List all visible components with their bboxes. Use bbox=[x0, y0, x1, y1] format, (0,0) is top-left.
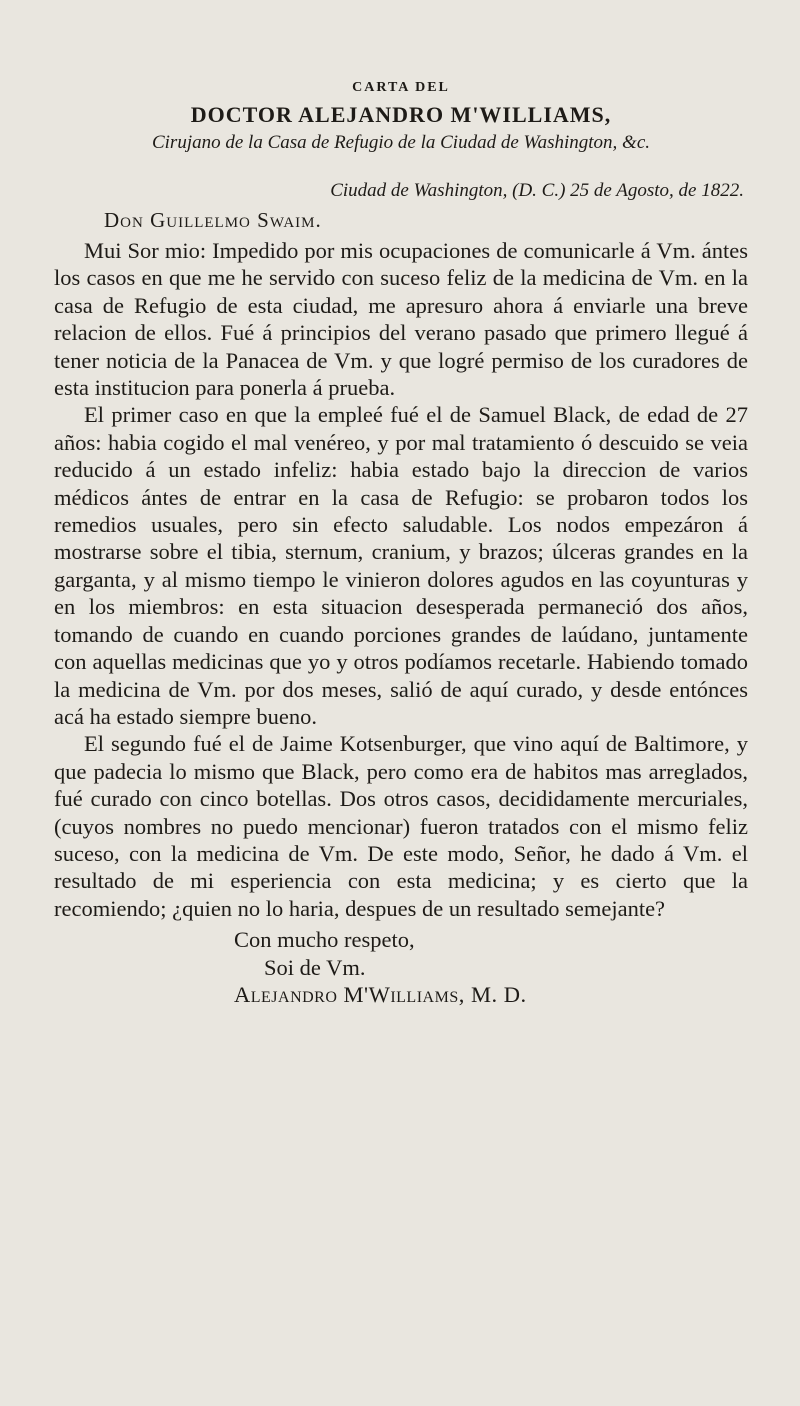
paragraph-3: El segundo fué el de Jaime Kotsenburger, que vino aquí de Baltimore, y que padecia lo mismo que Black, pero como era de habitos mas arreglados, fué curado con cinco botellas. Dos otros casos, decididamente mercuriales, (cuyos nombres no puedo mencionar) fueron tratados con el mismo feliz suceso, con la medicina de Vm. De este modo, Señor, he dado á Vm. el resultado de mi esperiencia con esta medicina; y es cierto que la recomiendo; ¿quien no lo haria, despues de un resultado semejante? bbox=[54, 731, 748, 921]
closing bbox=[54, 926, 748, 1008]
paragraph-2: El primer caso en que la empleé fué el de Samuel Black, de edad de 27 años: habia cogido el mal venéreo, y por mal tratamiento ó descuido se veia reducido á un estado infeliz: habia estado bajo la direccion de varios médicos ántes de entrar en la casa de Refugio: se probaron todos los remedios usuales, pero sin efecto saludable. Los nodos empezáron á mostrarse sobre el tibia, sternum, cranium, y brazos; úlceras grandes en la garganta, y al mismo tiempo le vinieron dolores agudos en las coyunturas y en los miembros: en esta situacion desesperada permaneció dos años, tomando de cuando en cuando porciones grandes de laúdano, juntamente con aquellas medicinas que yo y otros podíamos recetarle. Habiendo tomado la medicina de Vm. por dos meses, salió de aquí curado, y desde entónces acá ha estado siempre bueno. bbox=[54, 402, 748, 729]
closing-line-2: Soi de Vm. bbox=[264, 954, 366, 980]
signature: Alejandro M'Williams, M. D. bbox=[234, 981, 527, 1007]
dateline: Ciudad de Washington, (D. C.) 25 de Agosto, de 1822. bbox=[330, 180, 744, 201]
closing-line-1: Con mucho respeto, bbox=[234, 927, 415, 953]
salutation: Don Guillelmo Swaim. bbox=[104, 208, 322, 232]
letter-body bbox=[54, 237, 748, 922]
header-title: DOCTOR ALEJANDRO M'WILLIAMS, bbox=[190, 102, 612, 127]
header-line-1: CARTA DEL bbox=[352, 80, 450, 95]
paragraph-1: Mui Sor mio: Impedido por mis ocupaciones de comunicarle á Vm. ántes los casos en que me he servido con suceso feliz de la medicina de Vm. en la casa de Refugio de esta ciudad, me apresuro ahora á enviarle una breve relacion de ellos. Fué á principios del verano pasado que primero llegué á tener noticia de la Panacea de Vm. y que logré permiso de los curadores de esta institucion para ponerla á prueba. bbox=[54, 238, 748, 401]
header-subtitle: Cirujano de la Casa de Refugio de la Ciudad de Washington, &c. bbox=[151, 132, 651, 153]
